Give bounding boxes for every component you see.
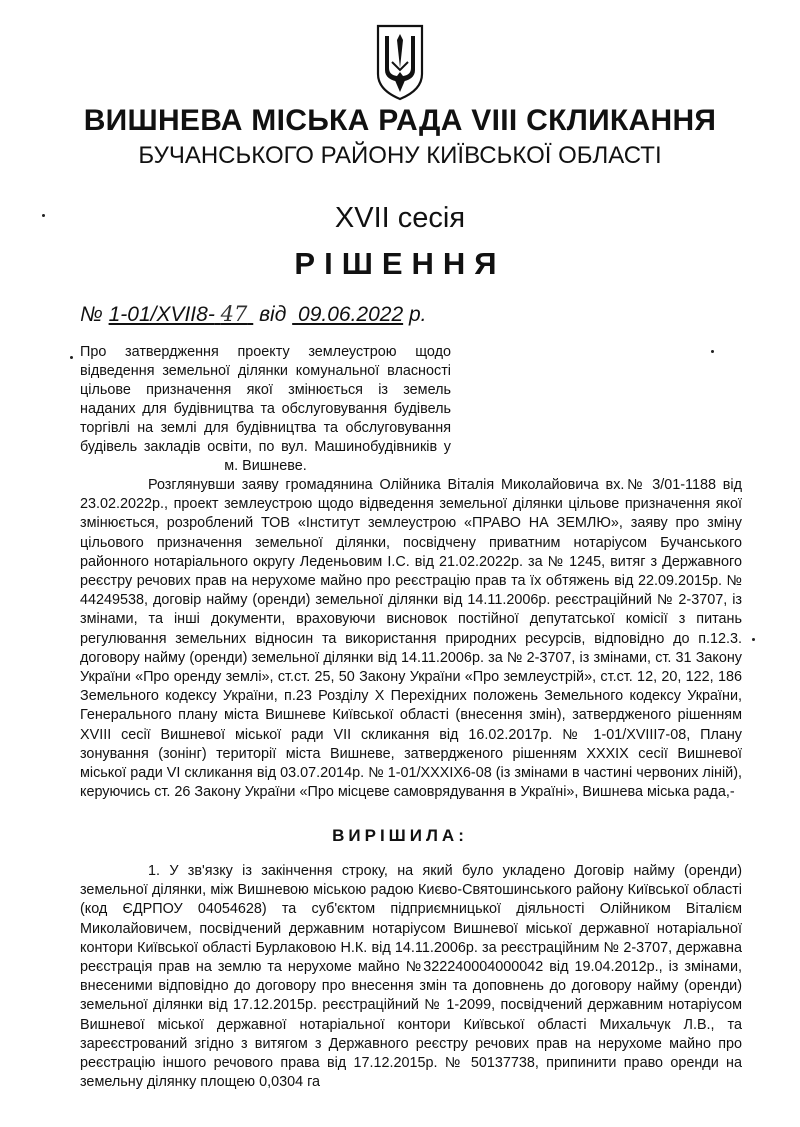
- decision-date-value: 09.06.2022: [298, 303, 404, 326]
- number-prefix: №: [80, 303, 103, 326]
- decision-number: [109, 303, 254, 326]
- scan-speck: [70, 356, 73, 359]
- decision-number-printed: 1-01/XVII8-: [108, 303, 215, 326]
- decision-date: [292, 303, 403, 326]
- scan-speck: [711, 350, 714, 353]
- session-title: XVII сесія: [334, 202, 466, 234]
- decision-subject: Про затвердження проекту землеустрою щодо відведення земельної ділянки комунальної власності цільове призначення якої змінюється із земель наданих для будівництва та обслуговування будівель торгівлі на землі для будівництва та обслуговування будівель закладів освіти, по вул. Машинобудівників у м. Вишневе.: [80, 344, 451, 474]
- scan-speck: [42, 214, 45, 217]
- organization-title: ВИШНЕВА МІСЬКА РАДА VIII СКЛИКАННЯ: [83, 104, 717, 137]
- document-type: РІШЕННЯ: [294, 246, 506, 281]
- trident-icon: [372, 22, 428, 102]
- date-prefix: від: [259, 303, 287, 326]
- decision-item-1: 1. У зв'язку із закінчення строку, на який було укладено Договір найму (оренди) земельної ділянки, між Вишневою міською радою Києво-Святошинського району Київської області (код ЄДРПОУ 04054628) та суб'єктом підприємницької діяльності Олійником Віталієм Миколайовичем, посвідчений державним нотаріусом Вишневої міської державної нотаріальної контори Київської області Бурлаковою Н.К. від 14.11.2006р. за реєстраційним № 2-3707, державна реєстрація прав на землю та нерухоме майно №322240004000042 від 19.04.2012р., із змінами, внесеними відповідно до договору про внесення змін та доповнень до договору найму (оренди) земельної ділянки від 17.12.2015р. реєстраційний № 1-2099, посвідчений державним нотаріусом Вишневої міської державної нотаріальної контори Київської області Михальчук Л.В., та зареєстрований згідно з витягом з Державного реєстру речових прав на нерухоме майно про реєстрацію іншого речового права від 17.12.2015р. № 50137738, припинити право оренди на земельну ділянку площею 0,0304 га: [80, 863, 742, 1091]
- decided-heading: ВИРІШИЛА:: [332, 826, 468, 845]
- scan-speck: [752, 638, 755, 641]
- decision-number-handwritten: 47: [220, 302, 248, 326]
- date-suffix: р.: [408, 303, 427, 326]
- preamble-paragraph: Розглянувши заяву громадянина Олійника Віталія Миколайовича вх.№ 3/01-1188 від 23.02.2022р., проект землеустрою щодо відведення земельної ділянки цільове призначення якої змінюється, розроблений ТОВ «Інститут землеустрою «ПРАВО НА ЗЕМЛЮ», заяву про зміну цільового призначення земельної ділянки, посвідчену приватним нотаріусом Бучанського районного нотаріального округу Леденьовим І.С. від 21.02.2022р. за № 1245, витяг з Державного реєстру речових прав на нерухоме майно про реєстрацію прав та їх обтяжень від 22.09.2015р. № 44249538, договір найму (оренди) земельної ділянки від 14.11.2006р. реєстраційний № 2-3707, із змінами, та інші документи, враховуючи висновок постійної депутатської комісії з питань регулювання земельних відносин та використання природних ресурсів, відповідно до п.12.3. договору найму (оренди) земельної ділянки від 14.11.2006р. за № 2-3707, із змінами, ст. 31 Закону України «Про оренду землі», ст.ст. 25, 50 Закону України «Про землеустрій», ст.ст. 12, 20, 122, 186 Земельного кодексу України, п.23 Розділу Х Перехідних положень Земельного кодексу України, Генерального плану міста Вишневе Київської області (внесення змін), затвердженого рішенням XVIII сесії Вишневої міської ради VII скликання від 16.02.2017р. № 1-01/XVIII7-08, Плану зонування (зонінг) території міста Вишневе, затвердженого рішенням XXXIX сесії Вишневої міської ради VI скликання від 03.07.2014р. № 1-01/XXXIX6-08 (із змінами в частині червоних ліній), керуючись ст. 26 Закону України «Про місцеве самоврядування в Україні», Вишнева міська рада,-: [80, 477, 742, 801]
- decision-number-line: [80, 302, 426, 327]
- organization-region: БУЧАНСЬКОГО РАЙОНУ КИЇВСЬКОЇ ОБЛАСТІ: [138, 142, 662, 169]
